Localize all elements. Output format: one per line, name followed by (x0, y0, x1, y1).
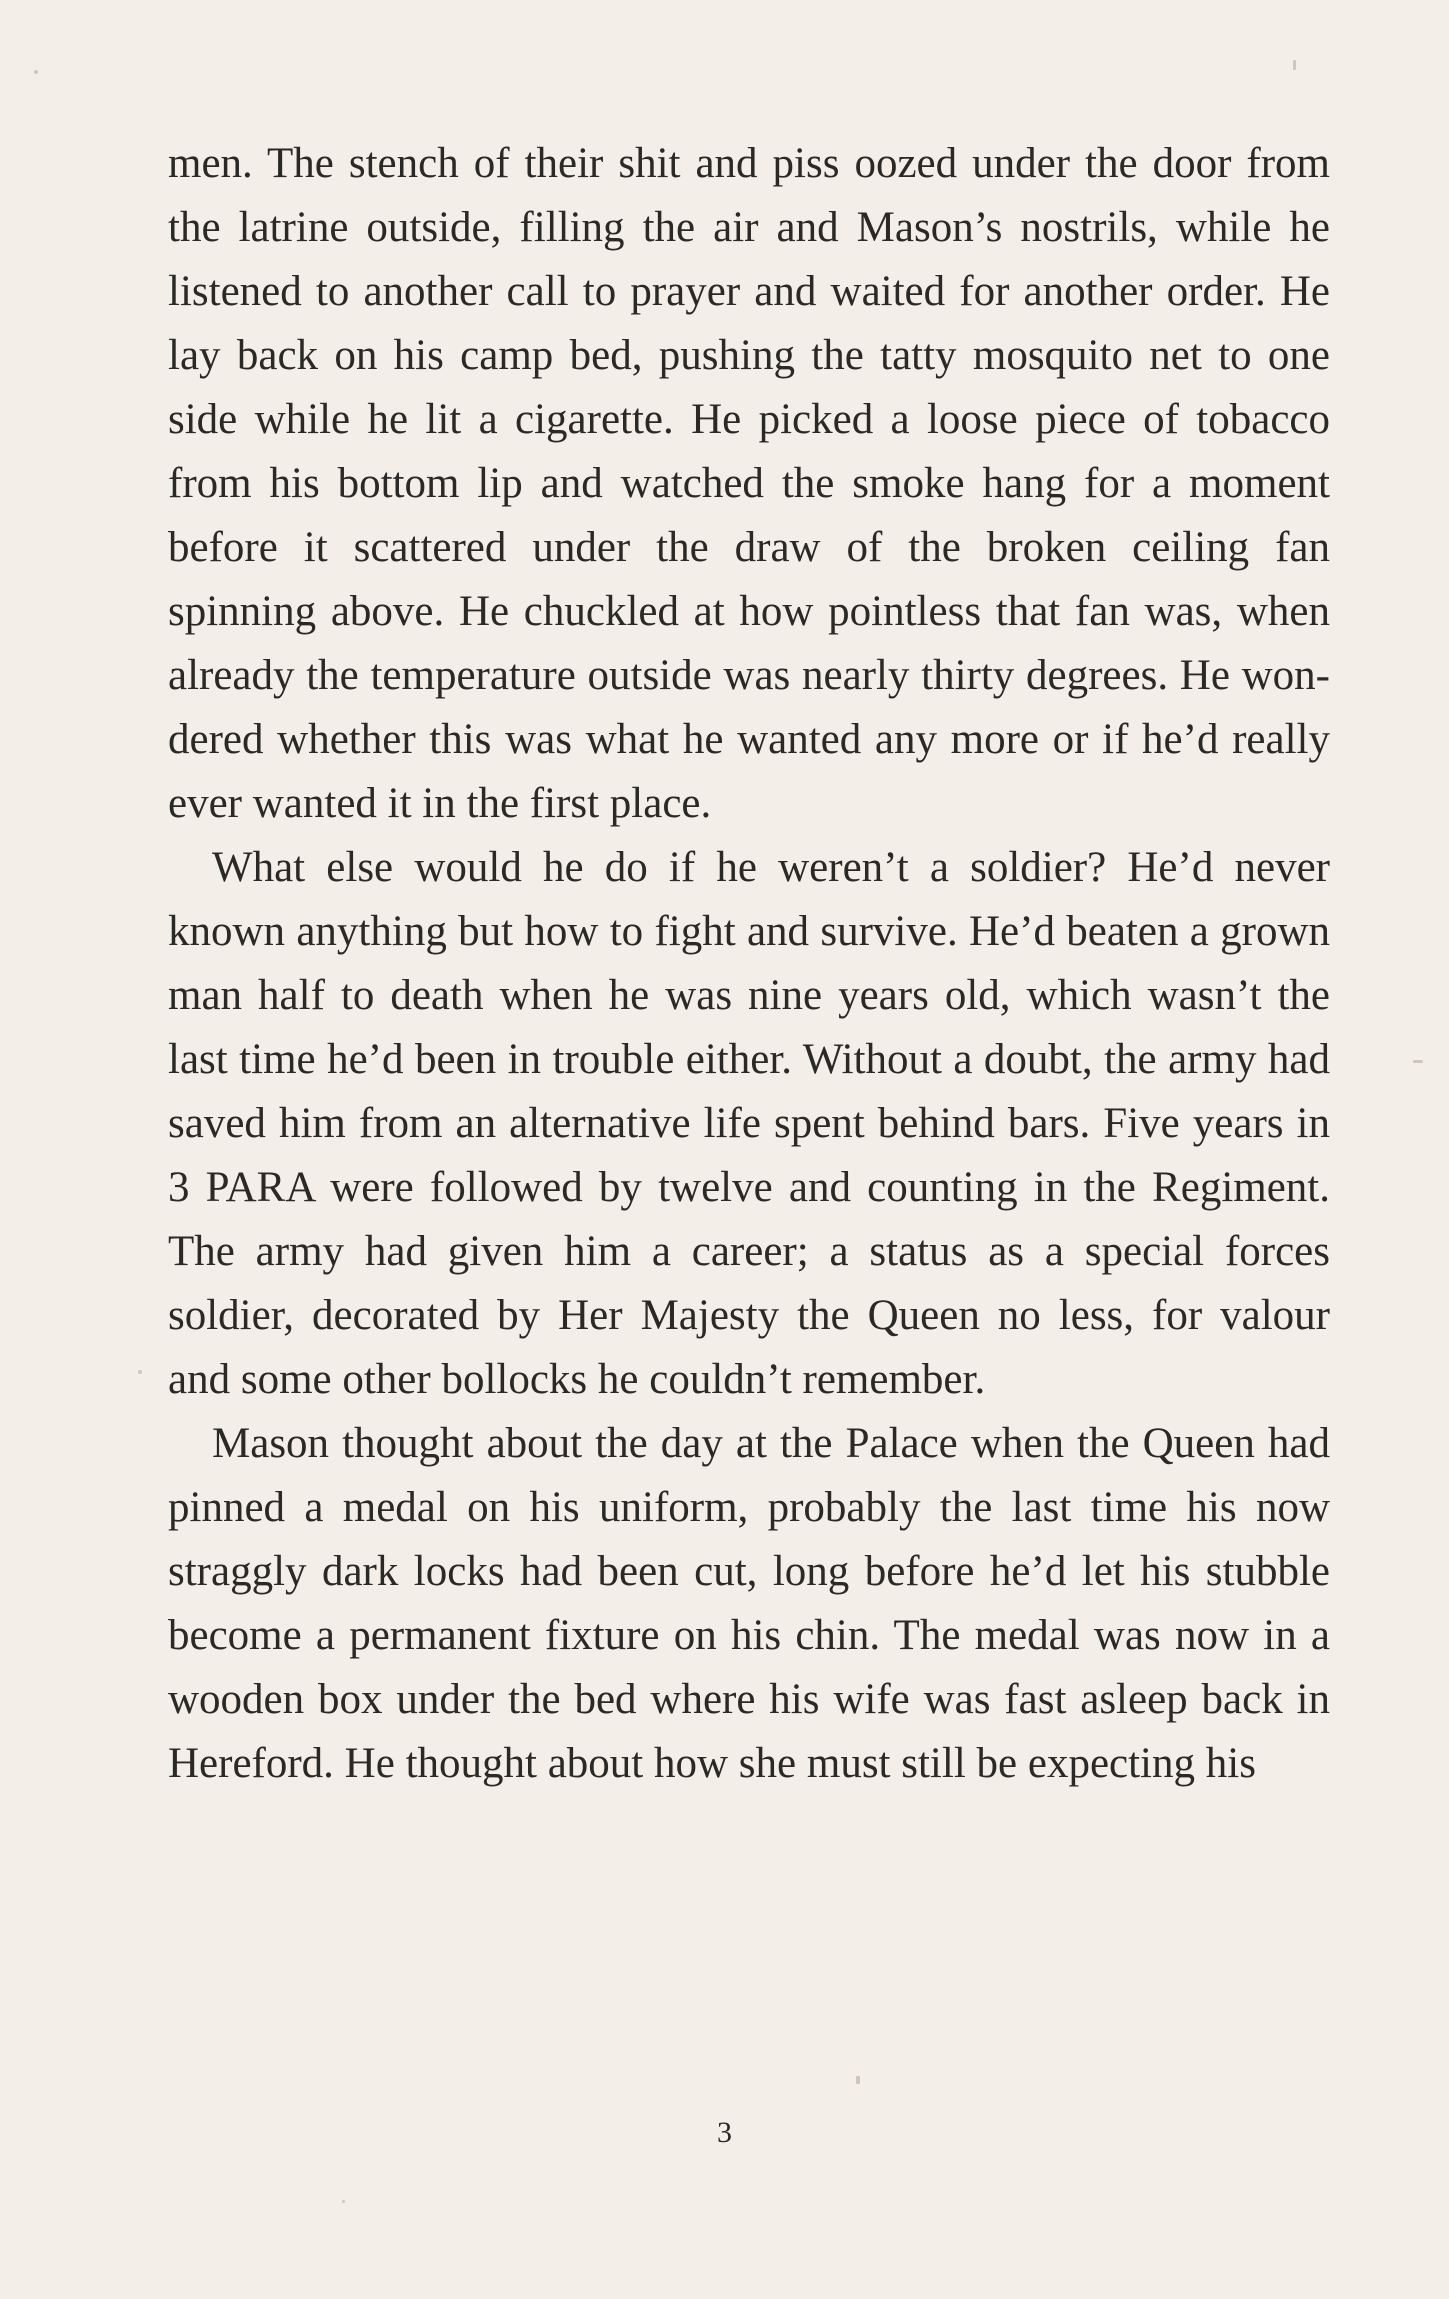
page-number: 3 (717, 2116, 732, 2149)
scan-speck (34, 70, 38, 74)
scan-speck (1413, 1060, 1423, 1063)
paragraph-1: men. The stench of their shit and piss oozed under the door from the latrine outside, filling the air and Mason’s nostrils, while he listened to another call to prayer and waited for another order. He lay back on his camp bed, pushing the tatty mosquito net to one side while he lit a cigarette. He picked a loose piece of tobacco from his bottom lip and watched the smoke hang for a moment before it scattered under the draw of the broken ceiling fan spinning above. He chuckled at how pointless that fan was, when already the temperature outside was nearly thirty degrees. He wondered whether this was what he wanted any more or if he’d really ever wanted it in the first place. (168, 140, 1330, 827)
scan-speck (856, 2076, 860, 2084)
paragraph-2: What else would he do if he weren’t a soldier? He’d never known anything but how to fight and survive. He’d beaten a grown man half to death when he was nine years old, which wasn’t the last time he’d been in trouble either. Without a doubt, the army had saved him from an alternative life spent behind bars. Five years in 3 PARA were followed by twelve and counting in the Regiment. The army had given him a career; a status as a special forces soldier, decorated by Her Majesty the Queen no less, for valour and some other bollocks he couldn’t remember. (168, 844, 1330, 1403)
scan-speck (138, 1370, 142, 1374)
scan-speck (1293, 60, 1296, 70)
scan-speck (342, 2200, 345, 2203)
body-text (168, 132, 1330, 1796)
paragraph-3: Mason thought about the day at the Palace when the Queen had pinned a medal on his uniform, probably the last time his now straggly dark locks had been cut, long before he’d let his stubble become a permanent fixture on his chin. The medal was now in a wooden box under the bed where his wife was fast asleep back in Hereford. He thought about how she must still be expecting his (168, 1420, 1330, 1787)
